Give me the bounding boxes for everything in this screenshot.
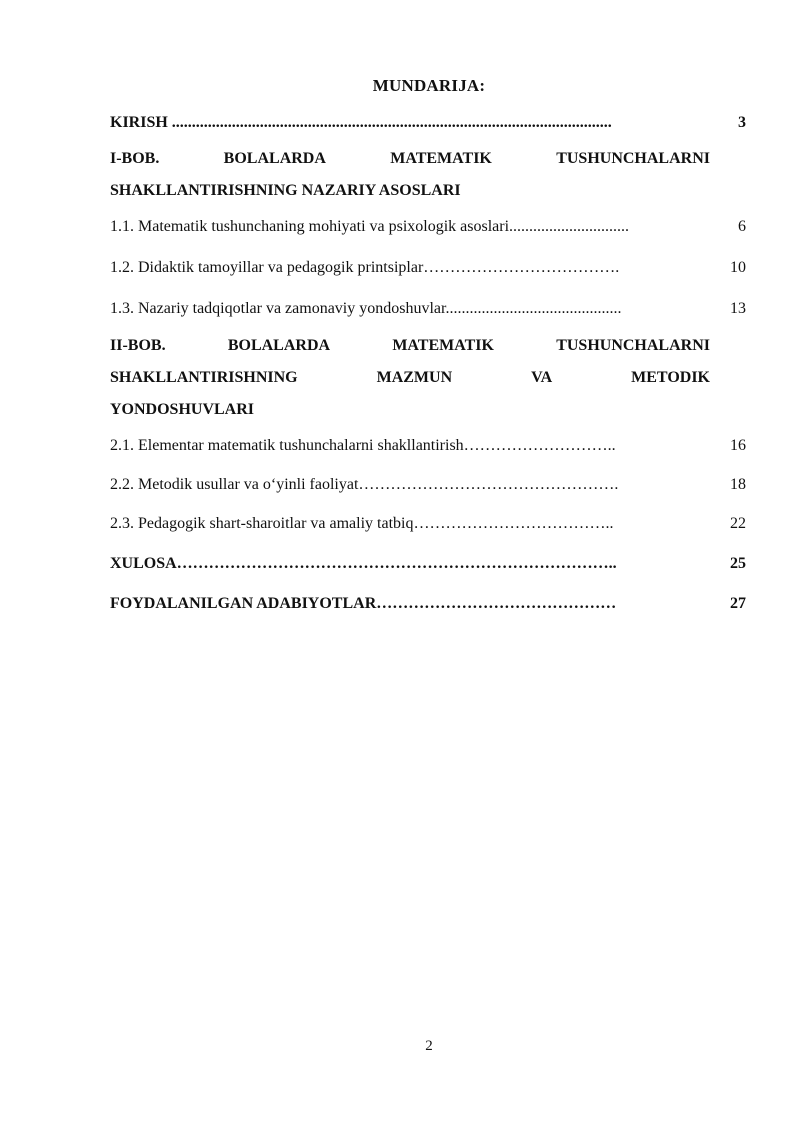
toc-entry-page: 27 [730,595,746,612]
chapter-word: MATEMATIK [390,150,492,167]
toc-entry-kirish[interactable] [110,112,746,134]
toc-entry-label: KIRISH .............................................................................................................. [110,114,612,131]
chapter-word: BOLALARDA [223,150,326,167]
chapter-word: II-BOB. [110,337,166,354]
toc-entry-xulosa[interactable] [110,553,746,575]
toc-chapter-2[interactable] [110,335,710,431]
chapter-word: TUSHUNCHALARNI [556,337,710,354]
toc-entry-label: 1.1. Matematik tushunchaning mohiyati va psixologik asoslari.............................. [110,218,630,235]
toc-entry-label: FOYDALANILGAN ADABIYOTLAR……………………………………… [110,595,617,612]
toc-entry-page: 3 [738,114,746,131]
toc-entry-1-3[interactable] [110,298,746,320]
toc-chapter-1[interactable] [110,148,710,212]
toc-entry-2-3[interactable] [110,513,746,535]
chapter-word: BOLALARDA [227,337,331,354]
toc-entry-page: 16 [730,437,746,454]
toc-title: MUNDARIJA: [372,76,486,95]
toc-entry-2-2[interactable] [110,474,746,496]
chapter-word: TUSHUNCHALARNI [556,150,710,167]
toc-entry-label: XULOSA……………………………………………………………………….. [110,555,617,572]
toc-entry-page: 6 [738,218,746,235]
chapter-word: METODIK [631,369,710,386]
chapter-title-line [110,180,710,212]
toc-entry-page: 25 [730,555,746,572]
chapter-title-rest: SHAKLLANTIRISHNING NAZARIY ASOSLARI [110,182,461,199]
chapter-title-line [110,335,710,367]
chapter-word: I-BOB. [110,150,160,167]
toc-entry-label: 2.1. Elementar matematik tushunchalarni shakllantirish……………………….. [110,437,616,454]
toc-entry-label: 2.2. Metodik usullar va o‘yinli faoliyat…………………………………………. [110,476,619,493]
chapter-word: SHAKLLANTIRISHNING [110,369,298,386]
toc-entry-page: 10 [730,259,746,276]
chapter-title-line [110,367,710,399]
page-number: 2 [425,1038,433,1054]
chapter-word: MATEMATIK [392,337,494,354]
toc-entry-foydalanilgan-adabiyotlar[interactable] [110,593,746,615]
chapter-word: MAZMUN [376,369,453,386]
toc-entry-label: 1.3. Nazariy tadqiqotlar va zamonaviy yondoshuvlar............................................ [110,300,622,317]
toc-entry-1-1[interactable] [110,216,746,238]
toc-entry-label: 1.2. Didaktik tamoyillar va pedagogik printsiplar………………………………. [110,259,620,276]
chapter-word: VA [531,369,553,386]
toc-entry-page: 13 [730,300,746,317]
toc-entry-2-1[interactable] [110,435,746,457]
toc-entry-page: 18 [730,476,746,493]
chapter-title-rest: YONDOSHUVLARI [110,401,255,418]
toc-entry-1-2[interactable] [110,257,746,279]
toc-entry-label: 2.3. Pedagogik shart-sharoitlar va amaliy tatbiq……………………………….. [110,515,614,532]
chapter-title-line [110,399,710,431]
toc-entry-page: 22 [730,515,746,532]
chapter-title-line [110,148,710,180]
